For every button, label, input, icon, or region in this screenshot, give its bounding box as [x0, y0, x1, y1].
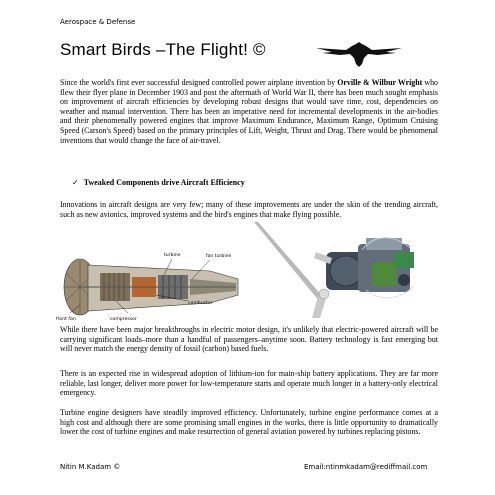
- footer-author: Nitin M.Kadam ©: [60, 463, 121, 471]
- label-turbine: turbine: [164, 253, 181, 258]
- jet-engine-cutaway-image: [60, 253, 248, 317]
- piston-engine-propeller-image: [254, 222, 434, 318]
- header-category: Aerospace & Defense: [60, 18, 136, 26]
- section-heading: ✓ Tweaked Components drive Aircraft Efficiency: [72, 178, 245, 187]
- label-combustor: combustor: [188, 301, 213, 306]
- eagle-emblem-icon: [316, 42, 402, 68]
- checkmark-icon: ✓: [72, 178, 79, 187]
- page-title: Smart Birds –The Flight! ©: [60, 40, 266, 59]
- turbine-paragraph: Turbine engine designers have steadily improved efficiency. Unfortunately, turbine engine performance comes at a high cost and although there are some promising small engines in the works, there is little opportunity to dramatically lower the cost of turbine engines and make resurrection of general aviation powered by turbines replacing pistons.: [60, 408, 438, 437]
- innovations-paragraph: Innovations in aircraft designs are very few; many of these improvements are under the skin of the trending aircraft, such as new avionics, improved systems and the bird's engines that make flying possible.: [60, 200, 438, 219]
- label-front-fan: front fan: [56, 317, 76, 322]
- intro-paragraph: Since the world's first ever successful designed controlled power airplane invention by Orville & Wilbur Wright who flew their flyer plane in December 1903 and post the aftermath of World War II, there has been much sought emphasis on improvement of aircraft efficiencies by developing robust designs that would save time, cost, dependencies on weather and manual intervention. There has been an imperative need for incremental developments in the air-bodies and their phenomenally powered engines that improve Maximum Endurance, Maximum Range, Optimum Cruising Speed (Carson's Speed) based on the primary principles of Lift, Weight, Thrust and Drag. There would be phenomenal inventions that would change the face of air-travel.: [60, 78, 438, 145]
- inventors-name: Orville & Wilbur Wright: [337, 78, 423, 87]
- label-compressor: compressor: [110, 317, 137, 322]
- electric-motor-paragraph: While there have been major breakthroughs in electric motor design, it's unlikely that electric-powered aircraft will be carrying significant loads–more than a handful of passengers–anytime soon. Battery technology is fast emerging but will never match the energy density of fossil (carbon) based fuels.: [60, 325, 438, 354]
- battery-paragraph: There is an expected rise in widespread adoption of lithium-ion for main-ship battery applications. They are far more reliable, last longer, deliver more power for low-temperature starts and operate much longer in a battery-only electrical emergency.: [60, 369, 438, 398]
- footer-email: Email:ntinmkadam@rediffmail.com: [304, 463, 428, 471]
- label-fan-turbine: fan turbine: [206, 254, 232, 259]
